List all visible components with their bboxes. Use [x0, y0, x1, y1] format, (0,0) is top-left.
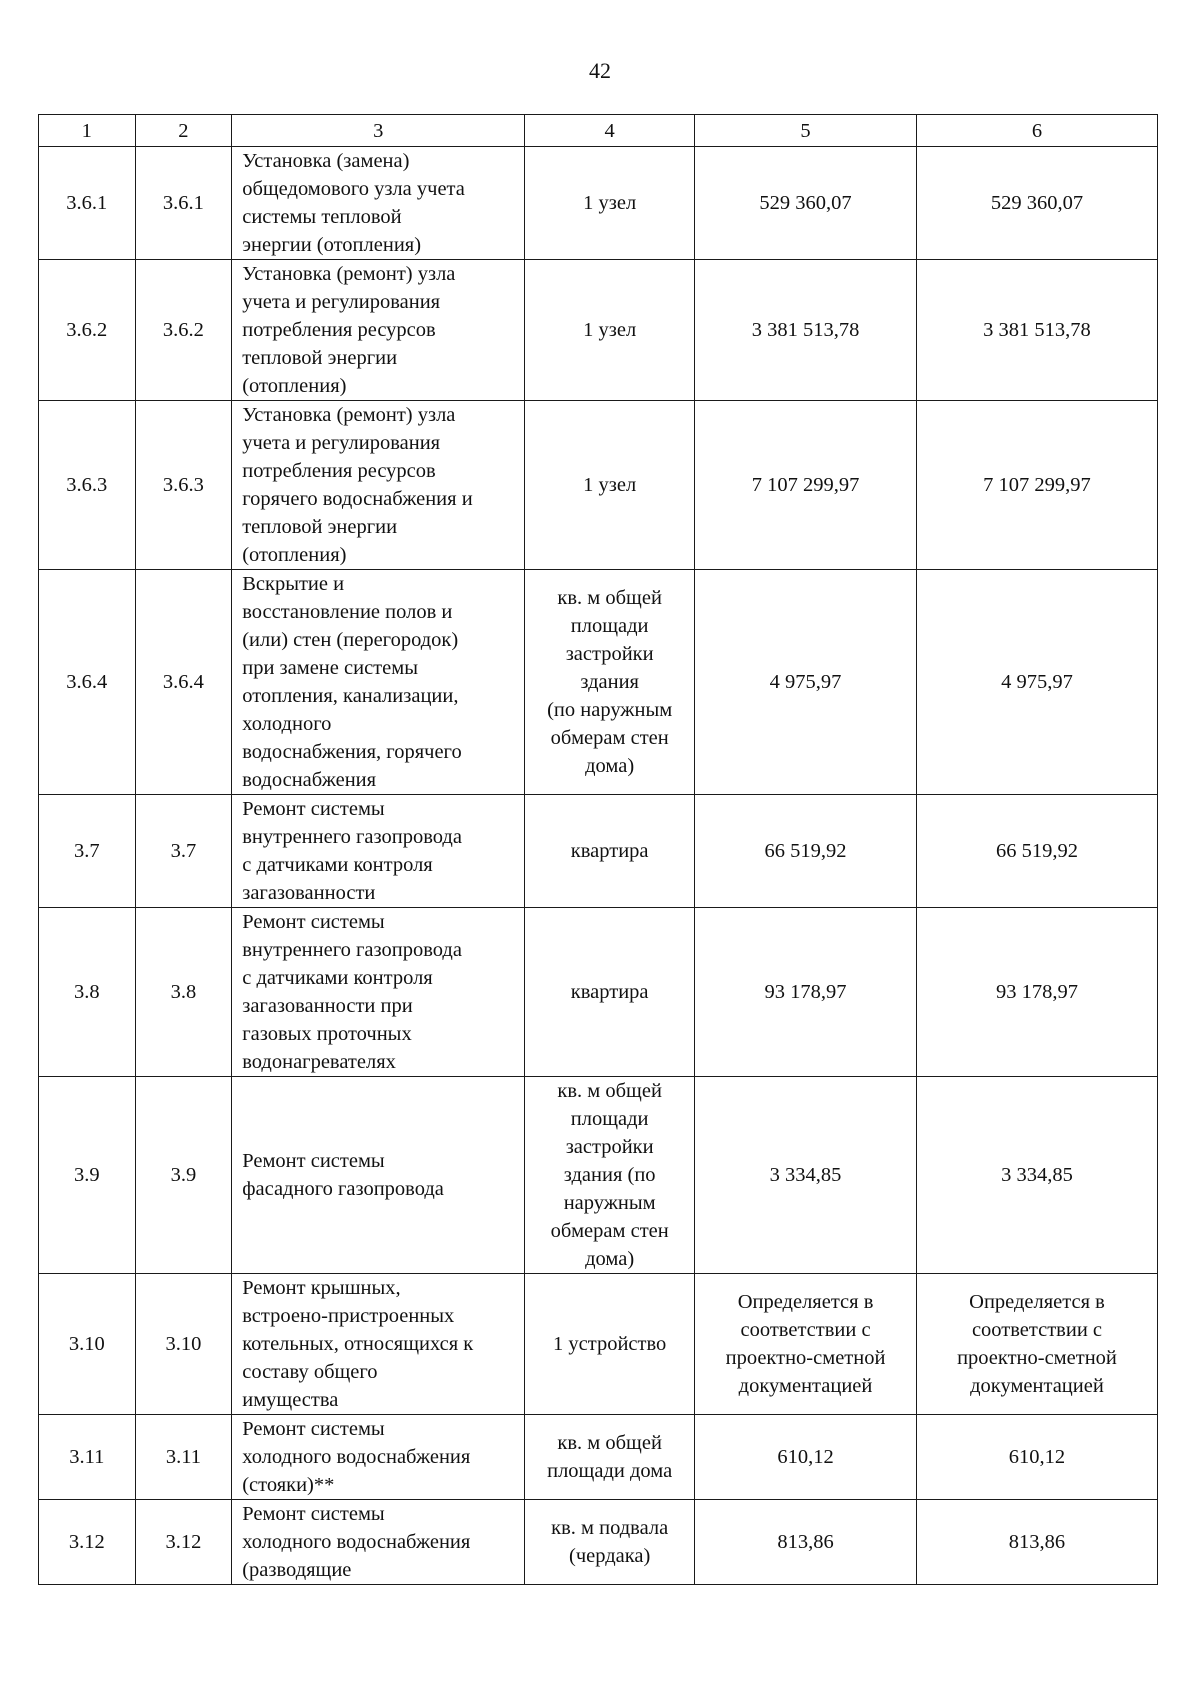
row-code-cell: 3.6.2 [135, 260, 232, 401]
row-number-cell: 3.6.1 [39, 147, 136, 260]
row-number-cell: 3.9 [39, 1077, 136, 1274]
work-type-cell: Установка (замена) общедомового узла учета системы тепловой энергии (отопления) [232, 147, 525, 260]
row-code-cell: 3.10 [135, 1274, 232, 1415]
limit-cost-cell: 610,12 [916, 1415, 1157, 1500]
table-header-row [39, 115, 1158, 147]
work-type-cell: Ремонт системы фасадного газопровода [232, 1077, 525, 1274]
cost-cell: 4 975,97 [695, 570, 917, 795]
row-code-cell: 3.6.4 [135, 570, 232, 795]
unit-cell: 1 устройство [525, 1274, 695, 1415]
cost-cell: Определяется в соответствии с проектно-сметной документацией [695, 1274, 917, 1415]
header-col-2: 2 [135, 115, 232, 147]
limit-cost-cell: 7 107 299,97 [916, 401, 1157, 570]
works-table [38, 114, 1158, 1585]
header-col-6: 6 [916, 115, 1157, 147]
row-number-cell: 3.11 [39, 1415, 136, 1500]
table-row [39, 570, 1158, 795]
table-row [39, 1274, 1158, 1415]
table-row [39, 147, 1158, 260]
table-row [39, 908, 1158, 1077]
row-number-cell: 3.6.4 [39, 570, 136, 795]
limit-cost-cell: 529 360,07 [916, 147, 1157, 260]
unit-cell: 1 узел [525, 260, 695, 401]
page-number: 42 [589, 58, 611, 83]
unit-cell: кв. м общей площади застройки здания (по наружным обмерам стен дома) [525, 1077, 695, 1274]
cost-cell: 7 107 299,97 [695, 401, 917, 570]
cost-cell: 529 360,07 [695, 147, 917, 260]
table-row [39, 401, 1158, 570]
table-row [39, 1415, 1158, 1500]
row-code-cell: 3.11 [135, 1415, 232, 1500]
row-number-cell: 3.6.3 [39, 401, 136, 570]
header-col-5: 5 [695, 115, 917, 147]
row-code-cell: 3.7 [135, 795, 232, 908]
limit-cost-cell: Определяется в соответствии с проектно-сметной документацией [916, 1274, 1157, 1415]
work-type-cell: Установка (ремонт) узла учета и регулирования потребления ресурсов тепловой энергии (отопления) [232, 260, 525, 401]
cost-cell: 93 178,97 [695, 908, 917, 1077]
cost-cell: 610,12 [695, 1415, 917, 1500]
limit-cost-cell: 66 519,92 [916, 795, 1157, 908]
row-number-cell: 3.6.2 [39, 260, 136, 401]
unit-cell: кв. м подвала (чердака) [525, 1500, 695, 1585]
row-number-cell: 3.7 [39, 795, 136, 908]
table-row [39, 795, 1158, 908]
work-type-cell: Установка (ремонт) узла учета и регулирования потребления ресурсов горячего водоснабжения и тепловой энергии (отопления) [232, 401, 525, 570]
unit-cell: кв. м общей площади дома [525, 1415, 695, 1500]
unit-cell: квартира [525, 908, 695, 1077]
work-type-cell: Ремонт системы холодного водоснабжения (стояки)** [232, 1415, 525, 1500]
work-type-cell: Ремонт системы внутреннего газопровода с датчиками контроля загазованности [232, 795, 525, 908]
unit-cell: кв. м общей площади застройки здания (по наружным обмерам стен дома) [525, 570, 695, 795]
row-code-cell: 3.12 [135, 1500, 232, 1585]
header-col-1: 1 [39, 115, 136, 147]
row-code-cell: 3.6.1 [135, 147, 232, 260]
cost-cell: 3 381 513,78 [695, 260, 917, 401]
row-code-cell: 3.9 [135, 1077, 232, 1274]
row-number-cell: 3.10 [39, 1274, 136, 1415]
row-code-cell: 3.8 [135, 908, 232, 1077]
work-type-cell: Ремонт системы холодного водоснабжения (разводящие [232, 1500, 525, 1585]
header-col-3: 3 [232, 115, 525, 147]
limit-cost-cell: 3 334,85 [916, 1077, 1157, 1274]
unit-cell: квартира [525, 795, 695, 908]
work-type-cell: Ремонт системы внутреннего газопровода с датчиками контроля загазованности при газовых проточных водонагревателях [232, 908, 525, 1077]
cost-cell: 66 519,92 [695, 795, 917, 908]
row-code-cell: 3.6.3 [135, 401, 232, 570]
unit-cell: 1 узел [525, 401, 695, 570]
cost-cell: 813,86 [695, 1500, 917, 1585]
work-type-cell: Вскрытие и восстановление полов и (или) стен (перегородок) при замене системы отопления, канализации, холодного водоснабжения, горячего водоснабжения [232, 570, 525, 795]
limit-cost-cell: 4 975,97 [916, 570, 1157, 795]
cost-cell: 3 334,85 [695, 1077, 917, 1274]
unit-cell: 1 узел [525, 147, 695, 260]
table-row [39, 260, 1158, 401]
header-col-4: 4 [525, 115, 695, 147]
table-row [39, 1500, 1158, 1585]
row-number-cell: 3.8 [39, 908, 136, 1077]
work-type-cell: Ремонт крышных, встроено-пристроенных котельных, относящихся к составу общего имущества [232, 1274, 525, 1415]
limit-cost-cell: 3 381 513,78 [916, 260, 1157, 401]
limit-cost-cell: 93 178,97 [916, 908, 1157, 1077]
row-number-cell: 3.12 [39, 1500, 136, 1585]
table-row [39, 1077, 1158, 1274]
limit-cost-cell: 813,86 [916, 1500, 1157, 1585]
